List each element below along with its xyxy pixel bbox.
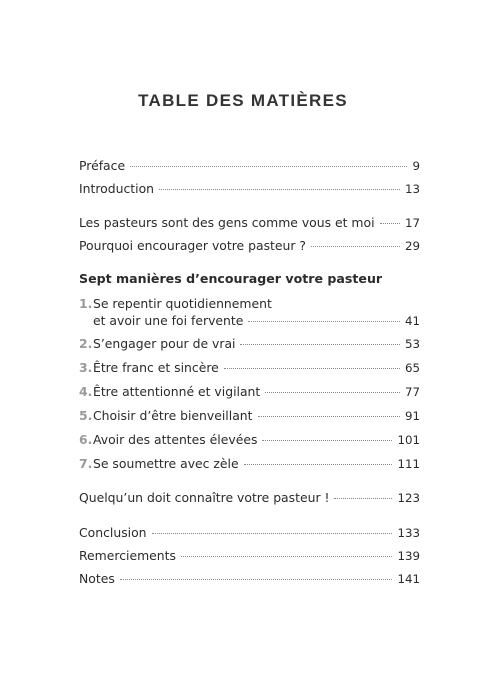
dot-leader [224,368,400,369]
toc-entry-page: 9 [412,159,420,173]
toc-entry-page: 123 [397,491,420,505]
toc-entry-page: 101 [397,433,420,447]
toc-entry-label: Avoir des attentes élevées [93,432,258,447]
chapter-number: 3. [79,360,93,375]
toc-chapter-3[interactable] [79,360,420,376]
toc-chapter-5[interactable] [79,408,420,424]
toc-entry-page: 133 [397,526,420,540]
toc-entry-remerciements[interactable] [79,548,420,564]
toc-entry-label: S’engager pour de vrai [93,336,236,351]
toc-entry-conclusion[interactable] [79,525,420,541]
dot-leader [380,223,400,224]
section-heading: Sept manières d’encourager votre pasteur [79,271,383,286]
toc-entry-label: Quelqu’un doit connaître votre pasteur ! [79,490,330,505]
dot-leader [152,533,393,534]
toc-chapter-7[interactable] [79,456,420,472]
toc-entry-introduction[interactable] [79,181,420,197]
toc-entry-page: 41 [404,314,420,328]
toc-entry-label: Choisir d’être bienveillant [93,408,253,423]
toc-entry-label: Les pasteurs sont des gens comme vous et moi [79,215,375,230]
dot-leader [311,246,400,247]
dot-leader [265,392,400,393]
toc-entry-preface[interactable] [79,158,420,174]
toc-chapter-6[interactable] [79,432,420,448]
dot-leader [248,321,400,322]
dot-leader [258,416,400,417]
dot-leader [181,556,393,557]
toc-entry-page: 111 [397,457,420,471]
toc-entry-page: 29 [404,239,420,253]
toc-entry-page: 77 [404,385,420,399]
dot-leader [130,166,407,167]
toc-entry-label: Pourquoi encourager votre pasteur ? [79,238,306,253]
toc-entry-label: Préface [79,158,126,173]
toc-entry-label: Remerciements [79,548,176,563]
toc-entry-page: 141 [397,572,420,586]
dot-leader [159,189,400,190]
toc-chapter-4[interactable] [79,384,420,400]
dot-leader [240,344,400,345]
toc-entry-label: et avoir une foi fervente [93,313,244,328]
toc-entry-label: Conclusion [79,525,147,540]
toc-entry-pasteurs-gens[interactable] [79,215,420,231]
toc-entry-label: Se repentir quotidiennement [93,296,272,311]
dot-leader [244,464,393,465]
dot-leader [262,440,392,441]
toc-entry-page: 65 [404,361,420,375]
chapter-number: 4. [79,384,93,399]
chapter-number: 5. [79,408,93,423]
page-title: TABLE DES MATIÈRES [138,91,348,110]
toc-entry-label: Être franc et sincère [93,360,219,375]
toc-entry-page: 13 [404,182,420,196]
toc-entry-label: Être attentionné et vigilant [93,384,261,399]
toc-chapter-2[interactable] [79,336,420,352]
chapter-number: 6. [79,432,93,447]
toc-entry-label: Introduction [79,181,155,196]
toc-chapter-1-line2[interactable] [93,313,420,329]
toc-entry-quelquun[interactable] [79,490,420,506]
toc-entry-page: 17 [404,216,420,230]
toc-chapter-1-line1[interactable] [79,296,420,312]
toc-entry-page: 91 [404,409,420,423]
toc-entry-label: Se soumettre avec zèle [93,456,239,471]
chapter-number: 1. [79,296,93,311]
chapter-number: 7. [79,456,93,471]
toc-entry-page: 139 [397,549,420,563]
toc-entry-page: 53 [404,337,420,351]
toc-entry-notes[interactable] [79,571,420,587]
toc-entry-label: Notes [79,571,115,586]
chapter-number: 2. [79,336,93,351]
dot-leader [334,498,392,499]
toc-entry-pourquoi[interactable] [79,238,420,254]
dot-leader [120,579,393,580]
